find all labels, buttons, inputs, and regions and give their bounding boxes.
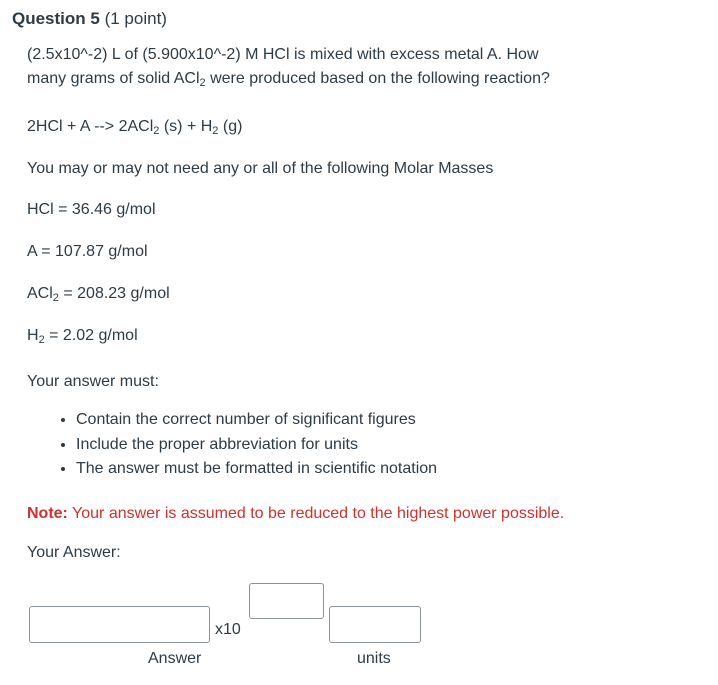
- molar-mass-intro: You may or may not need any or all of the following Molar Masses: [27, 160, 494, 177]
- answer-input[interactable]: [29, 606, 210, 643]
- list-item: • Contain the correct number of significant figures: [76, 408, 437, 433]
- prompt-line-2: many grams of solid ACl$_2$ were produced based on the following reaction?: [27, 70, 550, 89]
- note-text: Note: Your answer is assumed to be reduced to the highest power possible.: [27, 505, 565, 522]
- molar-mass-hcl: HCl = 36.46 g/mol: [27, 201, 156, 218]
- answer-label: Answer: [148, 650, 202, 667]
- requirements-intro: Your answer must:: [27, 373, 159, 390]
- question-points: (1 point): [104, 9, 167, 28]
- question-title: Question 5: [12, 9, 100, 28]
- units-input[interactable]: [329, 606, 421, 643]
- units-label: units: [357, 650, 391, 667]
- list-item: • Include the proper abbreviation for units: [76, 433, 437, 458]
- exponent-input[interactable]: [249, 583, 324, 619]
- molar-mass-h2: $H_2 = 2.02$ g/mol: [27, 327, 138, 346]
- prompt-line-1: (2.5x10^-2) L of (5.900x10^-2) M HCl is mixed with excess metal A. How: [27, 46, 539, 63]
- molar-mass-a: A = 107.87 g/mol: [27, 243, 148, 260]
- molar-mass-acl2: ACl$_2$ = 208.23 g/mol: [27, 285, 170, 304]
- reaction-equation: 2HCl + A --> 2ACl$_2$ $(s) + H_2$ (g): [27, 118, 243, 137]
- list-item: • The answer must be formatted in scientific notation: [76, 457, 437, 482]
- your-answer-label: Your Answer:: [27, 544, 121, 561]
- question-header: [12, 9, 167, 29]
- requirements-list: [54, 408, 437, 482]
- x10-label: x10: [215, 621, 241, 638]
